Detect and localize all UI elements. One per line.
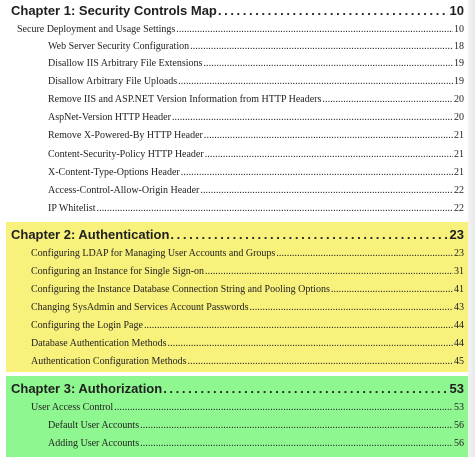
dot-leader xyxy=(176,24,453,35)
entry-label: Remove IIS and ASP.NET Version Information from HTTP Headers xyxy=(48,94,322,105)
entry-label: Access-Control-Allow-Origin Header xyxy=(48,185,200,196)
entry-page: 10 xyxy=(454,24,464,35)
entry-page: 53 xyxy=(454,402,464,413)
entry-page: 21 xyxy=(454,167,464,178)
entry-label: Remove X-Powered-By HTTP Header xyxy=(48,130,203,141)
dot-leader xyxy=(168,338,453,349)
dot-leader xyxy=(144,320,453,331)
entry-label: AspNet-Version HTTP Header xyxy=(48,112,171,123)
toc-entry[interactable] xyxy=(48,185,464,196)
toc-entry[interactable] xyxy=(31,320,464,331)
dot-leader xyxy=(331,284,453,295)
entry-page: 23 xyxy=(454,248,464,259)
entry-label: Default User Accounts xyxy=(48,420,140,431)
toc-entry[interactable] xyxy=(48,167,464,178)
entry-label: Database Authentication Methods xyxy=(31,338,167,349)
toc-entry[interactable] xyxy=(48,438,464,449)
chapter-title: Chapter 3: Authorization xyxy=(11,381,163,396)
entry-page: 31 xyxy=(454,266,464,277)
entry-page: 22 xyxy=(454,185,464,196)
toc-entry[interactable] xyxy=(31,356,464,367)
entry-page: 20 xyxy=(454,94,464,105)
toc-chapter-1[interactable] xyxy=(11,3,464,18)
dot-leader xyxy=(188,356,453,367)
dot-leader xyxy=(204,130,453,141)
entry-page: 56 xyxy=(454,420,464,431)
entry-label: Secure Deployment and Usage Settings xyxy=(17,24,176,35)
dot-leader xyxy=(181,167,453,178)
dot-leader xyxy=(250,302,454,313)
entry-label: Web Server Security Configuration xyxy=(48,41,190,52)
entry-page: 44 xyxy=(454,320,464,331)
chapter-title: Chapter 1: Security Controls Map xyxy=(11,3,217,18)
entry-page: 20 xyxy=(454,112,464,123)
page-edge xyxy=(468,0,475,457)
toc-entry[interactable] xyxy=(31,266,464,277)
toc-entry[interactable] xyxy=(48,420,464,431)
dot-leader xyxy=(163,381,448,396)
entry-label: Changing SysAdmin and Services Account Passwords xyxy=(31,302,249,313)
dot-leader xyxy=(170,227,448,242)
toc-entry[interactable] xyxy=(31,248,464,259)
entry-page: 43 xyxy=(454,302,464,313)
entry-label: IP Whitelist xyxy=(48,203,96,214)
toc-entry[interactable] xyxy=(31,302,464,313)
dot-leader xyxy=(140,420,453,431)
entry-page: 45 xyxy=(454,356,464,367)
dot-leader xyxy=(276,248,453,259)
entry-label: Authentication Configuration Methods xyxy=(31,356,187,367)
dot-leader xyxy=(205,149,453,160)
toc-entry[interactable] xyxy=(48,76,464,87)
entry-page: 44 xyxy=(454,338,464,349)
toc-entry[interactable] xyxy=(48,203,464,214)
toc-entry[interactable] xyxy=(31,402,464,413)
dot-leader xyxy=(190,41,453,52)
chapter-page: 10 xyxy=(449,3,464,18)
dot-leader xyxy=(114,402,453,413)
entry-label: Disallow Arbitrary File Uploads xyxy=(48,76,178,87)
toc-chapter-2[interactable] xyxy=(11,227,464,242)
dot-leader xyxy=(205,266,453,277)
entry-label: Content-Security-Policy HTTP Header xyxy=(48,149,204,160)
chapter2-highlight xyxy=(6,222,470,372)
entry-label: Disallow IIS Arbitrary File Extensions xyxy=(48,58,203,69)
entry-page: 22 xyxy=(454,203,464,214)
chapter-page: 23 xyxy=(449,227,464,242)
entry-page: 41 xyxy=(454,284,464,295)
entry-label: Adding User Accounts xyxy=(48,438,140,449)
chapter-page: 53 xyxy=(449,381,464,396)
toc-entry[interactable] xyxy=(31,338,464,349)
dot-leader xyxy=(218,3,449,18)
entry-label: Configuring LDAP for Managing User Accounts and Groups xyxy=(31,248,276,259)
entry-page: 18 xyxy=(454,41,464,52)
dot-leader xyxy=(97,203,454,214)
chapter-title: Chapter 2: Authentication xyxy=(11,227,170,242)
entry-label: Configuring the Instance Database Connection String and Pooling Options xyxy=(31,284,330,295)
dot-leader xyxy=(203,58,453,69)
entry-label: Configuring an Instance for Single Sign-on xyxy=(31,266,205,277)
dot-leader xyxy=(178,76,453,87)
toc-chapter-3[interactable] xyxy=(11,381,464,396)
entry-label: Configuring the Login Page xyxy=(31,320,143,331)
entry-page: 19 xyxy=(454,58,464,69)
entry-page: 56 xyxy=(454,438,464,449)
toc-entry[interactable] xyxy=(48,41,464,52)
dot-leader xyxy=(322,94,453,105)
dot-leader xyxy=(172,112,453,123)
entry-page: 21 xyxy=(454,149,464,160)
toc-entry[interactable] xyxy=(48,130,464,141)
dot-leader xyxy=(140,438,453,449)
toc-entry[interactable] xyxy=(48,58,464,69)
entry-label: X-Content-Type-Options Header xyxy=(48,167,180,178)
toc-entry[interactable] xyxy=(48,149,464,160)
toc-entry[interactable] xyxy=(17,24,464,35)
dot-leader xyxy=(200,185,453,196)
toc-entry[interactable] xyxy=(48,94,464,105)
entry-label: User Access Control xyxy=(31,402,114,413)
toc-entry[interactable] xyxy=(31,284,464,295)
entry-page: 19 xyxy=(454,76,464,87)
entry-page: 21 xyxy=(454,130,464,141)
toc-entry[interactable] xyxy=(48,112,464,123)
